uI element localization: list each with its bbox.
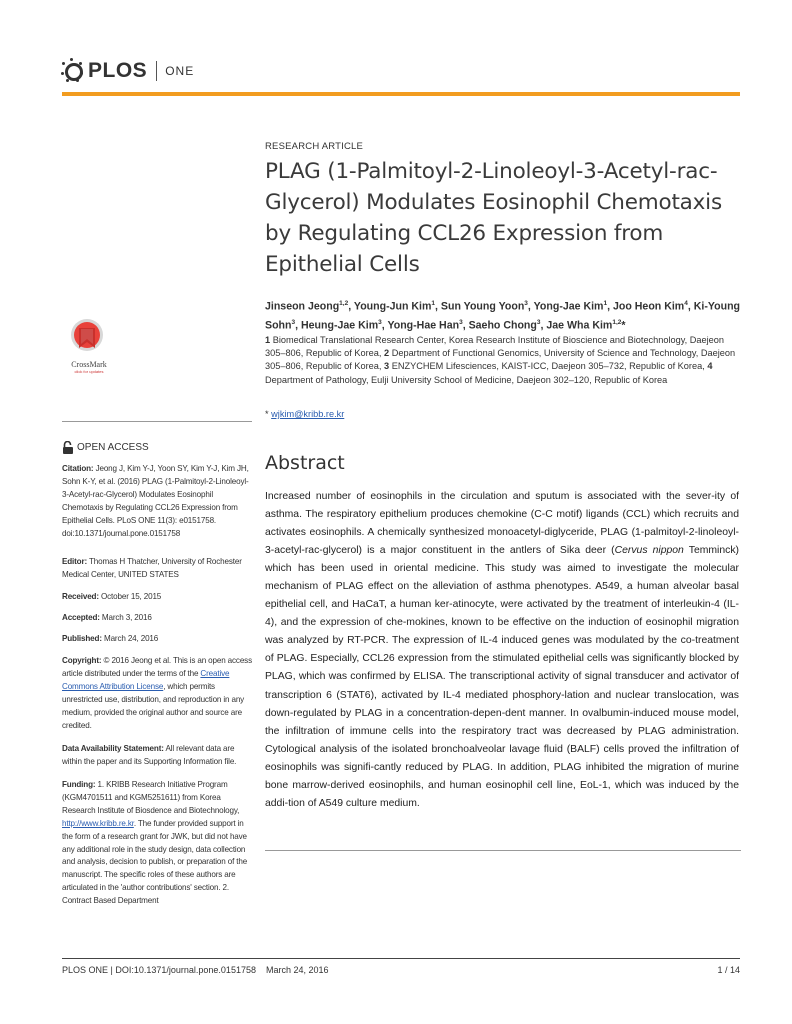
- published-date: March 24, 2016: [103, 634, 159, 643]
- affiliation-text: Biomedical Translational Research Center, Korea Research Institute of Bioscience and Biotechnology, Daejeon 305–806, Republic of Korea,: [265, 335, 724, 359]
- affiliation-number: 1: [265, 335, 271, 345]
- affiliation-text: Department of Functional Genomics, University of Science and Technology, Daejeon 305–806, Republic of Korea,: [265, 348, 736, 372]
- data-availability-block: [62, 743, 252, 769]
- email-mark: *: [265, 409, 269, 419]
- crossmark-button[interactable]: [62, 318, 112, 374]
- accepted-block: [62, 612, 252, 625]
- editor-text: Thomas H Thatcher, University of Rochester Medical Center, UNITED STATES: [62, 557, 242, 579]
- journal-name: ONE: [165, 64, 195, 78]
- copyright-text-1: © 2016 Jeong et al. This is an open access article distributed under the terms of the: [62, 656, 252, 678]
- author-affiliation-mark: 1: [431, 300, 436, 307]
- author-name: Jae Wha Kim: [546, 319, 613, 332]
- plos-logo-icon: [62, 60, 84, 82]
- footer-citation: [62, 965, 329, 975]
- author-affiliation-mark: 1,2: [612, 318, 622, 326]
- open-lock-icon: [62, 441, 74, 454]
- author-name: Young-Jun Kim: [353, 300, 432, 313]
- author-name: Heung-Jae Kim: [301, 319, 379, 332]
- affiliation-text: ENZYCHEM Lifesciences, KAIST-ICC, Daejeon 305–732, Republic of Korea,: [391, 361, 705, 372]
- abstract-part-1: Increased number of eosinophils in the circulation and sputum is associated with the sever-ity of asthma. The respiratory epithelium produces chemokine (C-C motif) ligands (CCL) which recruits and activates eosinophils. A chemically synthesized monoacetyl-diglyceride, PLAG (1-palmitoyl-2-linoleoyl-3-acetyl-rac-glycerol) is a major constituent in the antlers of Sika deer (: [265, 491, 739, 557]
- funding-block: [62, 779, 252, 908]
- funding-text-2: . The funder provided support in the form of a research grant for JWK, but did not have any additional role in the study design, data collection and analysis, decision to publish, or preparation of the manuscript. The specific roles of these authors are articulated in the 'author contributions' section. 2. Contract Based Department: [62, 818, 248, 906]
- sidebar-rule: [62, 421, 252, 422]
- author-name: Joo Heon Kim: [613, 300, 685, 313]
- author-affiliation-mark: 3: [536, 318, 541, 326]
- article-title: PLAG (1-Palmitoyl-2-Linoleoyl-3-Acetyl-rac-Glycerol) Modulates Eosinophil Chemotaxis by Regulating CCL26 Expression from Epithelial Cells: [265, 159, 722, 277]
- author-affiliation-mark: 3: [378, 318, 382, 326]
- author-affiliation-mark: 1: [603, 300, 608, 307]
- received-block: [62, 591, 252, 604]
- author-name: Sun Young Yoon: [440, 300, 525, 313]
- accepted-label: Accepted:: [62, 613, 100, 622]
- funding-text-1: 1. KRIBB Research Initiative Program (KGM4701511 and KGM5251611) from Korea Research Institute of Biosdence and Biotechnology,: [62, 780, 240, 815]
- affiliation-text: Department of Pathology, Eulji University School of Medicine, Daejeon 302–120, Republic of Korea: [265, 374, 668, 385]
- author-affiliation-mark: 3: [291, 318, 296, 326]
- author-affiliation-mark: 3: [524, 300, 528, 307]
- copyright-label: Copyright:: [62, 656, 102, 665]
- affiliation-number: 3: [384, 361, 390, 372]
- abstract-heading: Abstract: [265, 452, 345, 474]
- citation-block: [62, 463, 252, 540]
- crossmark-label: CrossMark: [71, 360, 107, 369]
- accepted-date: March 3, 2016: [101, 613, 152, 622]
- abstract-part-2: Temminck) which has been used in oriental medicine. This study was aimed to investigate the molecular mechanism of PLAG effect on the alleviation of asthma phenotypes. A549, a human alveolar basal epithelial cell, and HaCaT, a human ker-atinocyte, were activated by the treatment of interleukin-4 (IL-4), and the expression of che-mokines, known to be effective on the induction of eosinophil migration was analyzed by RT-PCR. The expression of IL-4 induced genes was modulated by the co-treatment of PLAG. Especially, CCL26 expression from the stimulated epithelial cells was significantly blocked by PLAG, which was confirmed by ELISA. The transcriptional activity of signal transducer and activator of transcription 6 (STAT6), activated by IL-4 mediated phosphory-lation and nuclear translocation, was down-regulated by PLAG in a concentration-depen-dent manner. In ovalbumin-induced mouse model, the infiltration of immune cells into the respiratory tract was decreased by PLAG administration. Cytological analysis of the isolated bronchoalveolar lavage fluid (BALF) cells proved the infiltration of eosinophils was signifi-cantly reduced by PLAG. In addition, PLAG inhibited the migration of murine bone marrow-derived eosinophils, and human eosinophil cell line, EoL-1, which was induced by the addi-tion of A549 culture medium.: [265, 545, 739, 809]
- corresponding-email: [265, 409, 344, 419]
- plos-logo[interactable]: [62, 58, 194, 84]
- open-access-label: OPEN ACCESS: [77, 442, 149, 453]
- data-availability-text: All relevant data are within the paper and its Supporting Information file.: [62, 744, 237, 766]
- affiliations: [265, 334, 741, 387]
- footer-doi: PLOS ONE | DOI:10.1371/journal.pone.0151758: [62, 965, 256, 975]
- header-rule: [62, 92, 740, 96]
- logo-text: PLOS: [88, 59, 148, 82]
- abstract-italic-species: Cervus nippon: [614, 545, 684, 557]
- author-affiliation-mark: 4: [684, 300, 688, 307]
- received-label: Received:: [62, 592, 99, 601]
- open-access-badge: [62, 441, 149, 454]
- footer-rule: [62, 958, 740, 959]
- author-affiliation-mark: 3: [459, 318, 463, 326]
- affiliation-number: 4: [707, 361, 713, 372]
- crossmark-sub: click for updates: [74, 369, 104, 374]
- author-name: Yong-Hae Han: [387, 319, 460, 332]
- funding-label: Funding:: [62, 780, 96, 789]
- abstract-text: [265, 488, 739, 813]
- copyright-block: [62, 655, 252, 732]
- affiliation-number: 2: [384, 348, 390, 359]
- received-date: October 15, 2015: [101, 592, 162, 601]
- crossmark-icon: [70, 318, 104, 360]
- page-number: 1 / 14: [717, 965, 740, 975]
- funder-link[interactable]: http://www.kribb.re.kr: [62, 818, 134, 828]
- editor-block: [62, 556, 252, 582]
- published-label: Published:: [62, 634, 102, 643]
- author-affiliation-mark: 1,2: [339, 300, 349, 307]
- published-block: [62, 633, 252, 646]
- author-name: Jinseon Jeong: [265, 300, 340, 313]
- author-name: Ki-Young Sohn: [265, 300, 741, 332]
- author-list: Jinseon Jeong$^{1,2}$, Young-Jun Kim$^1$, Sun Young Yoon$^3$, Yong-Jae Kim$^1$, Joo Heon Kim$^4$, Ki-Young Sohn$^3$, Heung-Jae Kim$^3$, Yong-Hae Han$^3$, Saeho Chong$^3$, Jae Wha Kim$^{1,2}$*: [265, 300, 741, 332]
- footer-date: March 24, 2016: [265, 965, 329, 975]
- logo-divider: [156, 61, 157, 81]
- license-link[interactable]: Creative Commons Attribution License: [62, 668, 230, 691]
- author-name: Saeho Chong: [468, 319, 537, 332]
- citation-label: Citation:: [62, 464, 94, 473]
- editor-label: Editor:: [62, 557, 88, 566]
- citation-text: Jeong J, Kim Y-J, Yoon SY, Kim Y-J, Kim JH, Sohn K-Y, et al. (2016) PLAG (1-Palmitoyl-2-Linoleoyl-3-Acetyl-rac-Glycerol) Modulates Eosinophil Chemotaxis by Regulating CCL26 Expression from Epithelial Cells. PLoS ONE 11(3): e0151758. doi:10.1371/journal.pone.0151758: [62, 464, 249, 538]
- data-availability-label: Data Availability Statement:: [62, 744, 164, 753]
- corresponding-author-mark: *: [621, 319, 626, 332]
- email-link[interactable]: wjkim@kribb.re.kr: [271, 409, 345, 419]
- article-type: RESEARCH ARTICLE: [265, 141, 364, 152]
- abstract-bottom-rule: [265, 850, 741, 851]
- author-name: Yong-Jae Kim: [533, 300, 604, 313]
- copyright-text-2: , which permits unrestricted use, distribution, and reproduction in any medium, provided the original author and source are credited.: [62, 681, 245, 730]
